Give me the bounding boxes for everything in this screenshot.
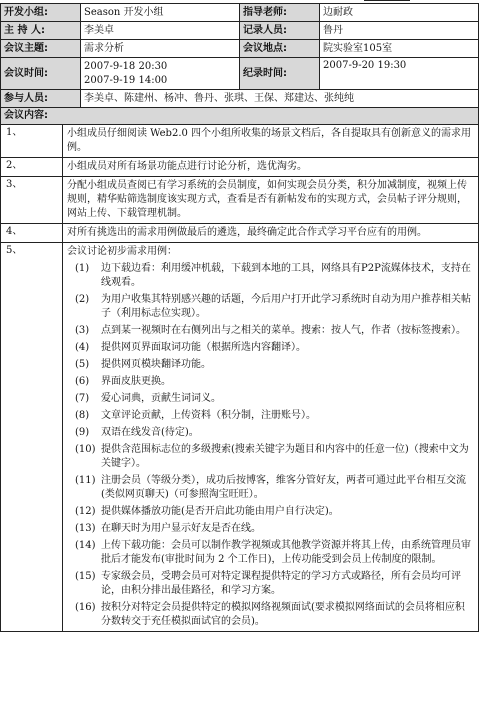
requirement-number: (10) <box>75 444 96 455</box>
content-label: 会议内容: <box>1 108 479 125</box>
time-end: 2007-9-19 14:00 <box>84 74 168 86</box>
recorder-value: 鲁丹 <box>320 22 479 40</box>
item-body <box>63 243 479 632</box>
requirement-number: (8) <box>75 410 90 421</box>
requirement-text: 提供网页界面取词功能（根据所选内容翻译）。 <box>101 342 306 353</box>
requirement-text: 双语在线发音(待定)。 <box>101 427 199 438</box>
requirement-item <box>67 570 474 598</box>
item-row <box>1 177 479 224</box>
host-label: 主 持 人: <box>1 22 81 40</box>
requirement-text: 文章评论贡献，上传资料（积分制，注册账号）。 <box>101 410 316 421</box>
requirement-item <box>67 392 474 406</box>
teacher-value: 边耐政 <box>320 4 479 22</box>
requirement-text: 提供含范围标志位的多级搜索(搜索关键字为题目和内容中的任意一位)（搜索中文为关键字）。 <box>101 444 469 469</box>
item-row <box>1 224 479 243</box>
group-label: 开发小组: <box>1 4 81 22</box>
requirement-number: (9) <box>75 427 90 438</box>
item-number: 3、 <box>1 177 63 224</box>
row-content-heading <box>1 108 479 125</box>
item-number: 1、 <box>1 125 63 158</box>
requirement-text: 爱心词典，贡献生词词义。 <box>101 393 221 404</box>
teacher-label: 指导老师: <box>240 4 320 22</box>
requirement-item <box>67 539 474 567</box>
requirement-number: (16) <box>75 602 96 613</box>
requirement-number: (11) <box>75 475 96 486</box>
place-value: 院实验室105室 <box>320 40 479 58</box>
meeting-minutes-form <box>0 3 478 632</box>
record-value: 2007-9-20 19:30 <box>320 58 479 90</box>
requirement-item <box>67 375 474 389</box>
topic-label: 会议主题: <box>1 40 81 58</box>
topic-value: 需求分析 <box>81 40 240 58</box>
requirement-number: (15) <box>75 571 96 582</box>
requirement-text: 按积分对特定会员提供特定的模拟网络视频面试(要求模拟网络面试的会员将相应积分数转交于充任模拟面试官的会员)。 <box>101 602 465 627</box>
item-text: 小组成员仔细阅读 Web2.0 四个小组所收集的场景文档后，各自提取具有创新意义的需求用例。 <box>63 125 479 158</box>
row-topic <box>1 40 479 58</box>
item-number: 2、 <box>1 158 63 177</box>
requirement-item <box>67 324 474 338</box>
requirement-text: 提供媒体播放功能(是否开启此功能由用户自行决定)。 <box>101 506 339 517</box>
item-text: 分配小组成员查阅已有学习系统的会员制度，如何实现会员分类，积分加减制度，视频上传规则，精华贴筛选制度该实现方式，查看是否有新帖发布的实现方式，会员帖子评分规则，网站上传、下载管理机制。 <box>63 177 479 224</box>
requirement-number: (12) <box>75 506 96 517</box>
item-row <box>1 158 479 177</box>
requirement-number: (7) <box>75 393 90 404</box>
item-text: 对所有挑选出的需求用例做最后的遴选，最终确定此合作式学习平台应有的用例。 <box>63 224 479 243</box>
place-label: 会议地点: <box>240 40 320 58</box>
requirement-number: (5) <box>75 359 90 370</box>
requirement-item <box>67 409 474 423</box>
row-group <box>1 4 479 22</box>
attendees-value: 李美卓、陈建州、杨冲、鲁丹、张琪、王保、郑建达、张纯纯 <box>81 90 479 108</box>
requirement-text: 提供网页模块翻译功能。 <box>101 359 211 370</box>
requirement-item <box>67 522 474 536</box>
requirement-item <box>67 426 474 440</box>
time-start: 2007-9-18 20:30 <box>84 60 168 72</box>
requirement-list <box>67 262 474 629</box>
requirement-item <box>67 358 474 372</box>
minutes-table <box>0 3 479 632</box>
requirement-text: 点到某一视频时在右侧列出与之相关的菜单。搜索：按人气，作者（按标签搜索）。 <box>101 325 466 336</box>
row-time <box>1 58 479 90</box>
requirement-item <box>67 443 474 471</box>
row-host <box>1 22 479 40</box>
time-label: 会议时间: <box>1 58 81 90</box>
requirement-item <box>67 341 474 355</box>
requirement-number: (6) <box>75 376 90 387</box>
header-rule <box>364 0 410 1</box>
requirement-item <box>67 474 474 502</box>
requirement-number: (13) <box>75 523 96 534</box>
requirement-number: (4) <box>75 342 90 353</box>
time-value <box>81 58 240 90</box>
requirement-text: 为用户收集其特别感兴趣的话题，今后用户打开此学习系统时自动为用户推荐相关帖子（利用标志位实现）。 <box>101 294 471 319</box>
item-text: 会议讨论初步需求用例： <box>67 246 177 257</box>
requirement-item <box>67 293 474 321</box>
requirement-text: 在聊天时为用户显示好友是否在线。 <box>101 523 261 534</box>
requirement-text: 专家级会员，受聘会员可对特定课程提供特定的学习方式或路径，所有会员均可评论，由积分排出最佳路径，和学习方案。 <box>101 571 461 596</box>
requirement-number: (14) <box>75 540 96 551</box>
requirement-text: 界面皮肤更换。 <box>101 376 171 387</box>
requirement-item <box>67 601 474 629</box>
requirement-text: 边下载边看：利用缓冲机载，下载到本地的工具，网络具有P2P流媒体技术，支持在线观看。 <box>101 263 471 288</box>
group-value: Season 开发小组 <box>81 4 240 22</box>
requirement-number: (3) <box>75 325 90 336</box>
requirement-item <box>67 262 474 290</box>
item-row <box>1 125 479 158</box>
requirement-number: (1) <box>75 263 90 274</box>
record-label: 纪录时间: <box>240 58 320 90</box>
item-text: 小组成员对所有场景功能点进行讨论分析，选优淘劣。 <box>63 158 479 177</box>
host-value: 李美卓 <box>81 22 240 40</box>
item-number: 4、 <box>1 224 63 243</box>
item-number: 5、 <box>1 243 63 632</box>
attendees-label: 参与人员: <box>1 90 81 108</box>
requirement-text: 上传下载功能：会员可以制作教学视频或其他教学资源并将其上传，由系统管理员审批后才能发布(审批时间为 2 个工作日)，上传功能受到会员上传制度的限制。 <box>101 540 471 565</box>
item-row <box>1 243 479 632</box>
row-attendees <box>1 90 479 108</box>
requirement-text: 注册会员（等级分类），成功后按博客，维客分管好友，两者可通过此平台相互交流(类似网页聊天)（可参照淘宝旺旺）。 <box>101 475 466 500</box>
requirement-number: (2) <box>75 294 90 305</box>
recorder-label: 记录人员: <box>240 22 320 40</box>
requirement-item <box>67 505 474 519</box>
